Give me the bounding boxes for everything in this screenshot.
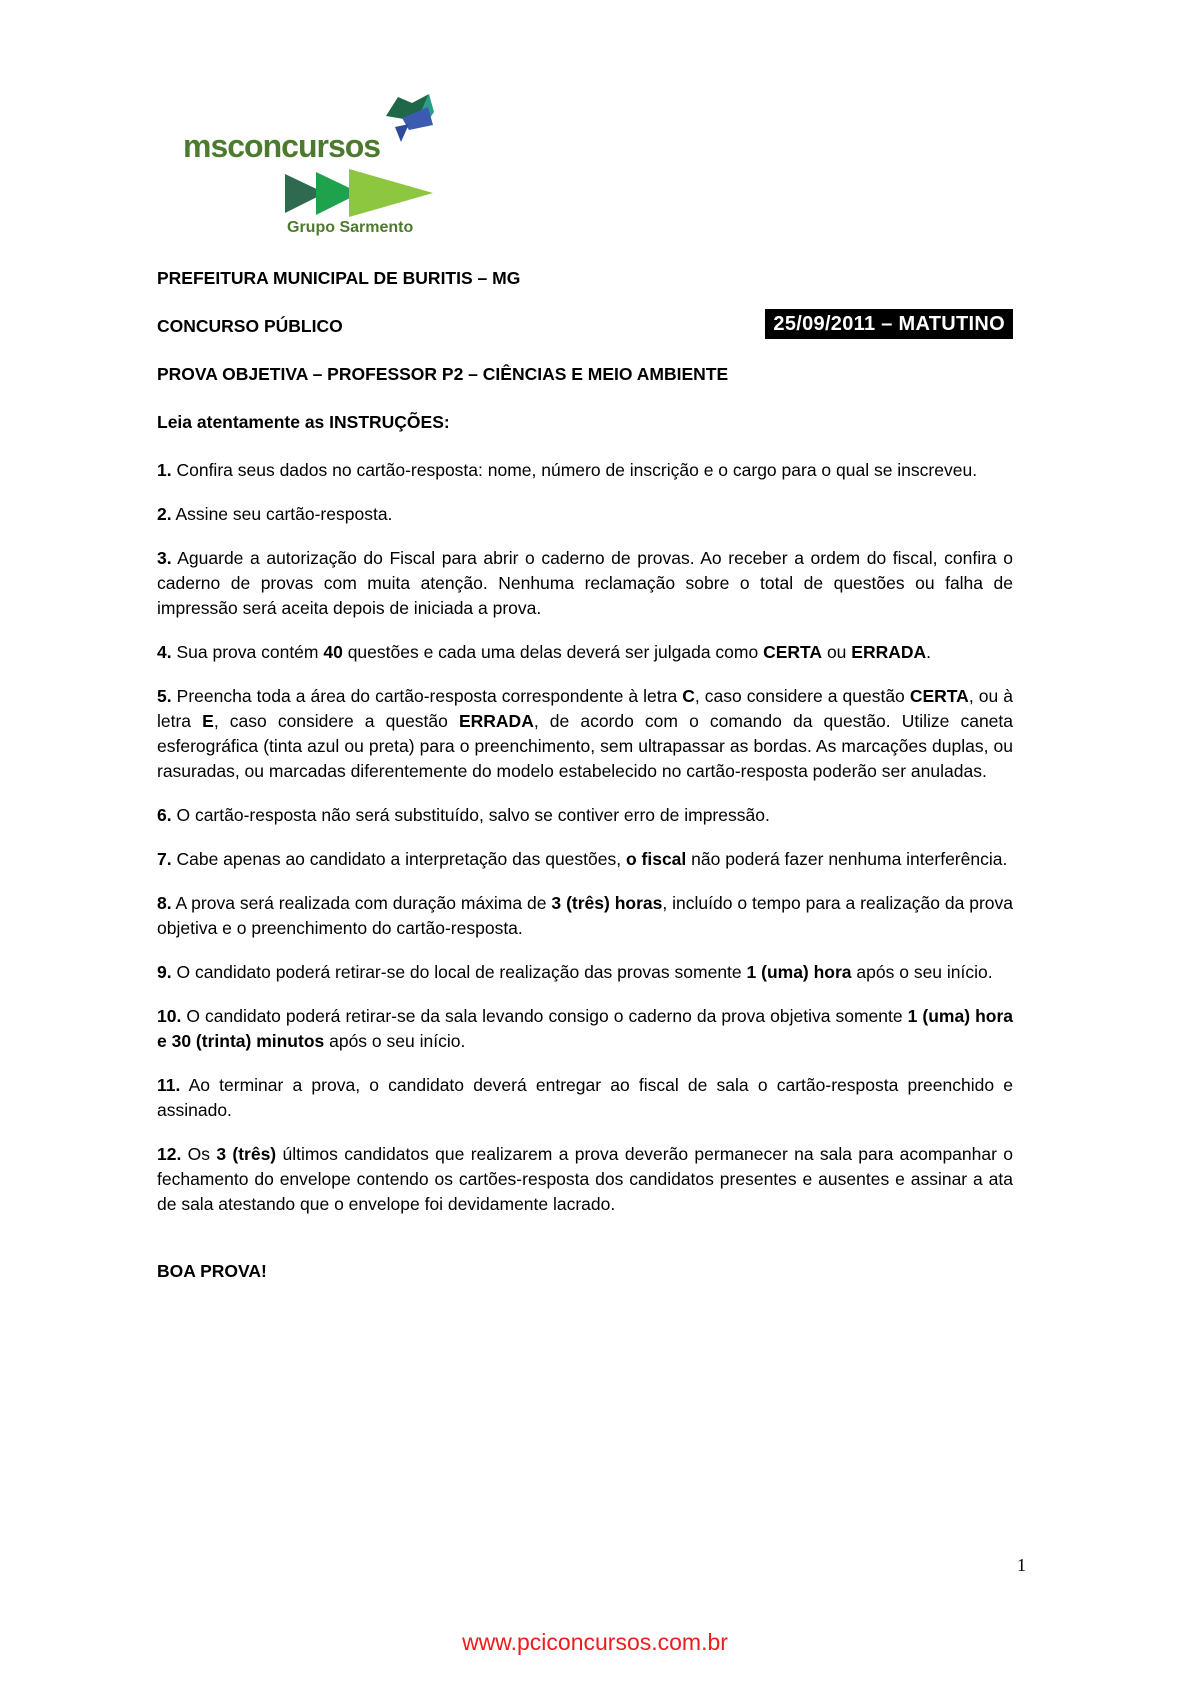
flag-icon xyxy=(384,93,436,143)
instruction-5: 5. Preencha toda a área do cartão-resposta correspondente à letra C, caso considere a questão CERTA, ou à letra E, caso considere a questão ERRADA, de acordo com o comando da questão. Utilize caneta esferográfica (tinta azul ou preta) para o preenchimento, sem ultrapassar as bordas. As marcações duplas, ou rasuradas, ou marcadas diferentemente do modelo estabelecido no cartão-resposta poderão ser anuladas. xyxy=(157,686,1014,781)
logo-brand-text: msconcursos xyxy=(183,128,381,164)
instruction-10: 10. O candidato poderá retirar-se da sala levando consigo o caderno da prova objetiva somente 1 (uma) hora e 30 (trinta) minutos após o seu início. xyxy=(157,1006,1013,1051)
logo-subtitle: Grupo Sarmento xyxy=(287,219,414,236)
instruction-2: 2. Assine seu cartão-resposta. xyxy=(157,504,393,524)
instruction-12: 12. Os 3 (três) últimos candidatos que realizarem a prova deverão permanecer na sala para acompanhar o fechamento do envelope contendo os cartões-resposta dos candidatos presentes e ausentes e assinar a ata de sala atestando que o envelope foi devidamente lacrado. xyxy=(157,1144,1013,1214)
instruction-6: 6. O cartão-resposta não será substituído, salvo se contiver erro de impressão. xyxy=(157,805,770,825)
closing-text: BOA PROVA! xyxy=(157,1261,267,1281)
instruction-9: 9. O candidato poderá retirar-se do local de realização das provas somente 1 (uma) hora após o seu início. xyxy=(157,962,993,982)
exam-type-row xyxy=(157,314,1013,339)
exam-title: PROVA OBJETIVA – PROFESSOR P2 – CIÊNCIAS E MEIO AMBIENTE xyxy=(157,364,729,384)
exam-type-title: CONCURSO PÚBLICO xyxy=(157,316,343,336)
date-session-badge: 25/09/2011 – MATUTINO xyxy=(765,309,1013,339)
instructions-heading: Leia atentamente as INSTRUÇÕES: xyxy=(157,412,450,432)
msconcursos-logo xyxy=(183,95,428,240)
institution-title: PREFEITURA MUNICIPAL DE BURITIS – MG xyxy=(157,268,521,288)
document-content xyxy=(157,266,1013,1307)
instruction-1: 1. Confira seus dados no cartão-resposta: nome, número de inscrição e o cargo para o qual se inscreveu. xyxy=(157,460,978,480)
instruction-11: 11. Ao terminar a prova, o candidato deverá entregar ao fiscal de sala o cartão-resposta preenchido e assinado. xyxy=(157,1075,1013,1120)
instruction-8: 8. A prova será realizada com duração máxima de 3 (três) horas, incluído o tempo para a realização da prova objetiva e o preenchimento do cartão-resposta. xyxy=(157,893,1013,938)
instruction-7: 7. Cabe apenas ao candidato a interpretação das questões, o fiscal não poderá fazer nenhuma interferência. xyxy=(157,849,1008,869)
instruction-3: 3. Aguarde a autorização do Fiscal para abrir o caderno de provas. Ao receber a ordem do fiscal, confira o caderno de provas com muita atenção. Nenhuma reclamação sobre o total de questões ou falha de impressão será aceita depois de iniciada a prova. xyxy=(157,548,1013,618)
instruction-4: 4. Sua prova contém 40 questões e cada uma delas deverá ser julgada como CERTA ou ERRADA. xyxy=(157,642,932,662)
website-link[interactable]: www.pciconcursos.com.br xyxy=(462,1629,728,1655)
page-number: 1 xyxy=(1017,1555,1026,1575)
instructions-list xyxy=(157,458,1013,1217)
logo-triangles-icon xyxy=(285,169,433,217)
